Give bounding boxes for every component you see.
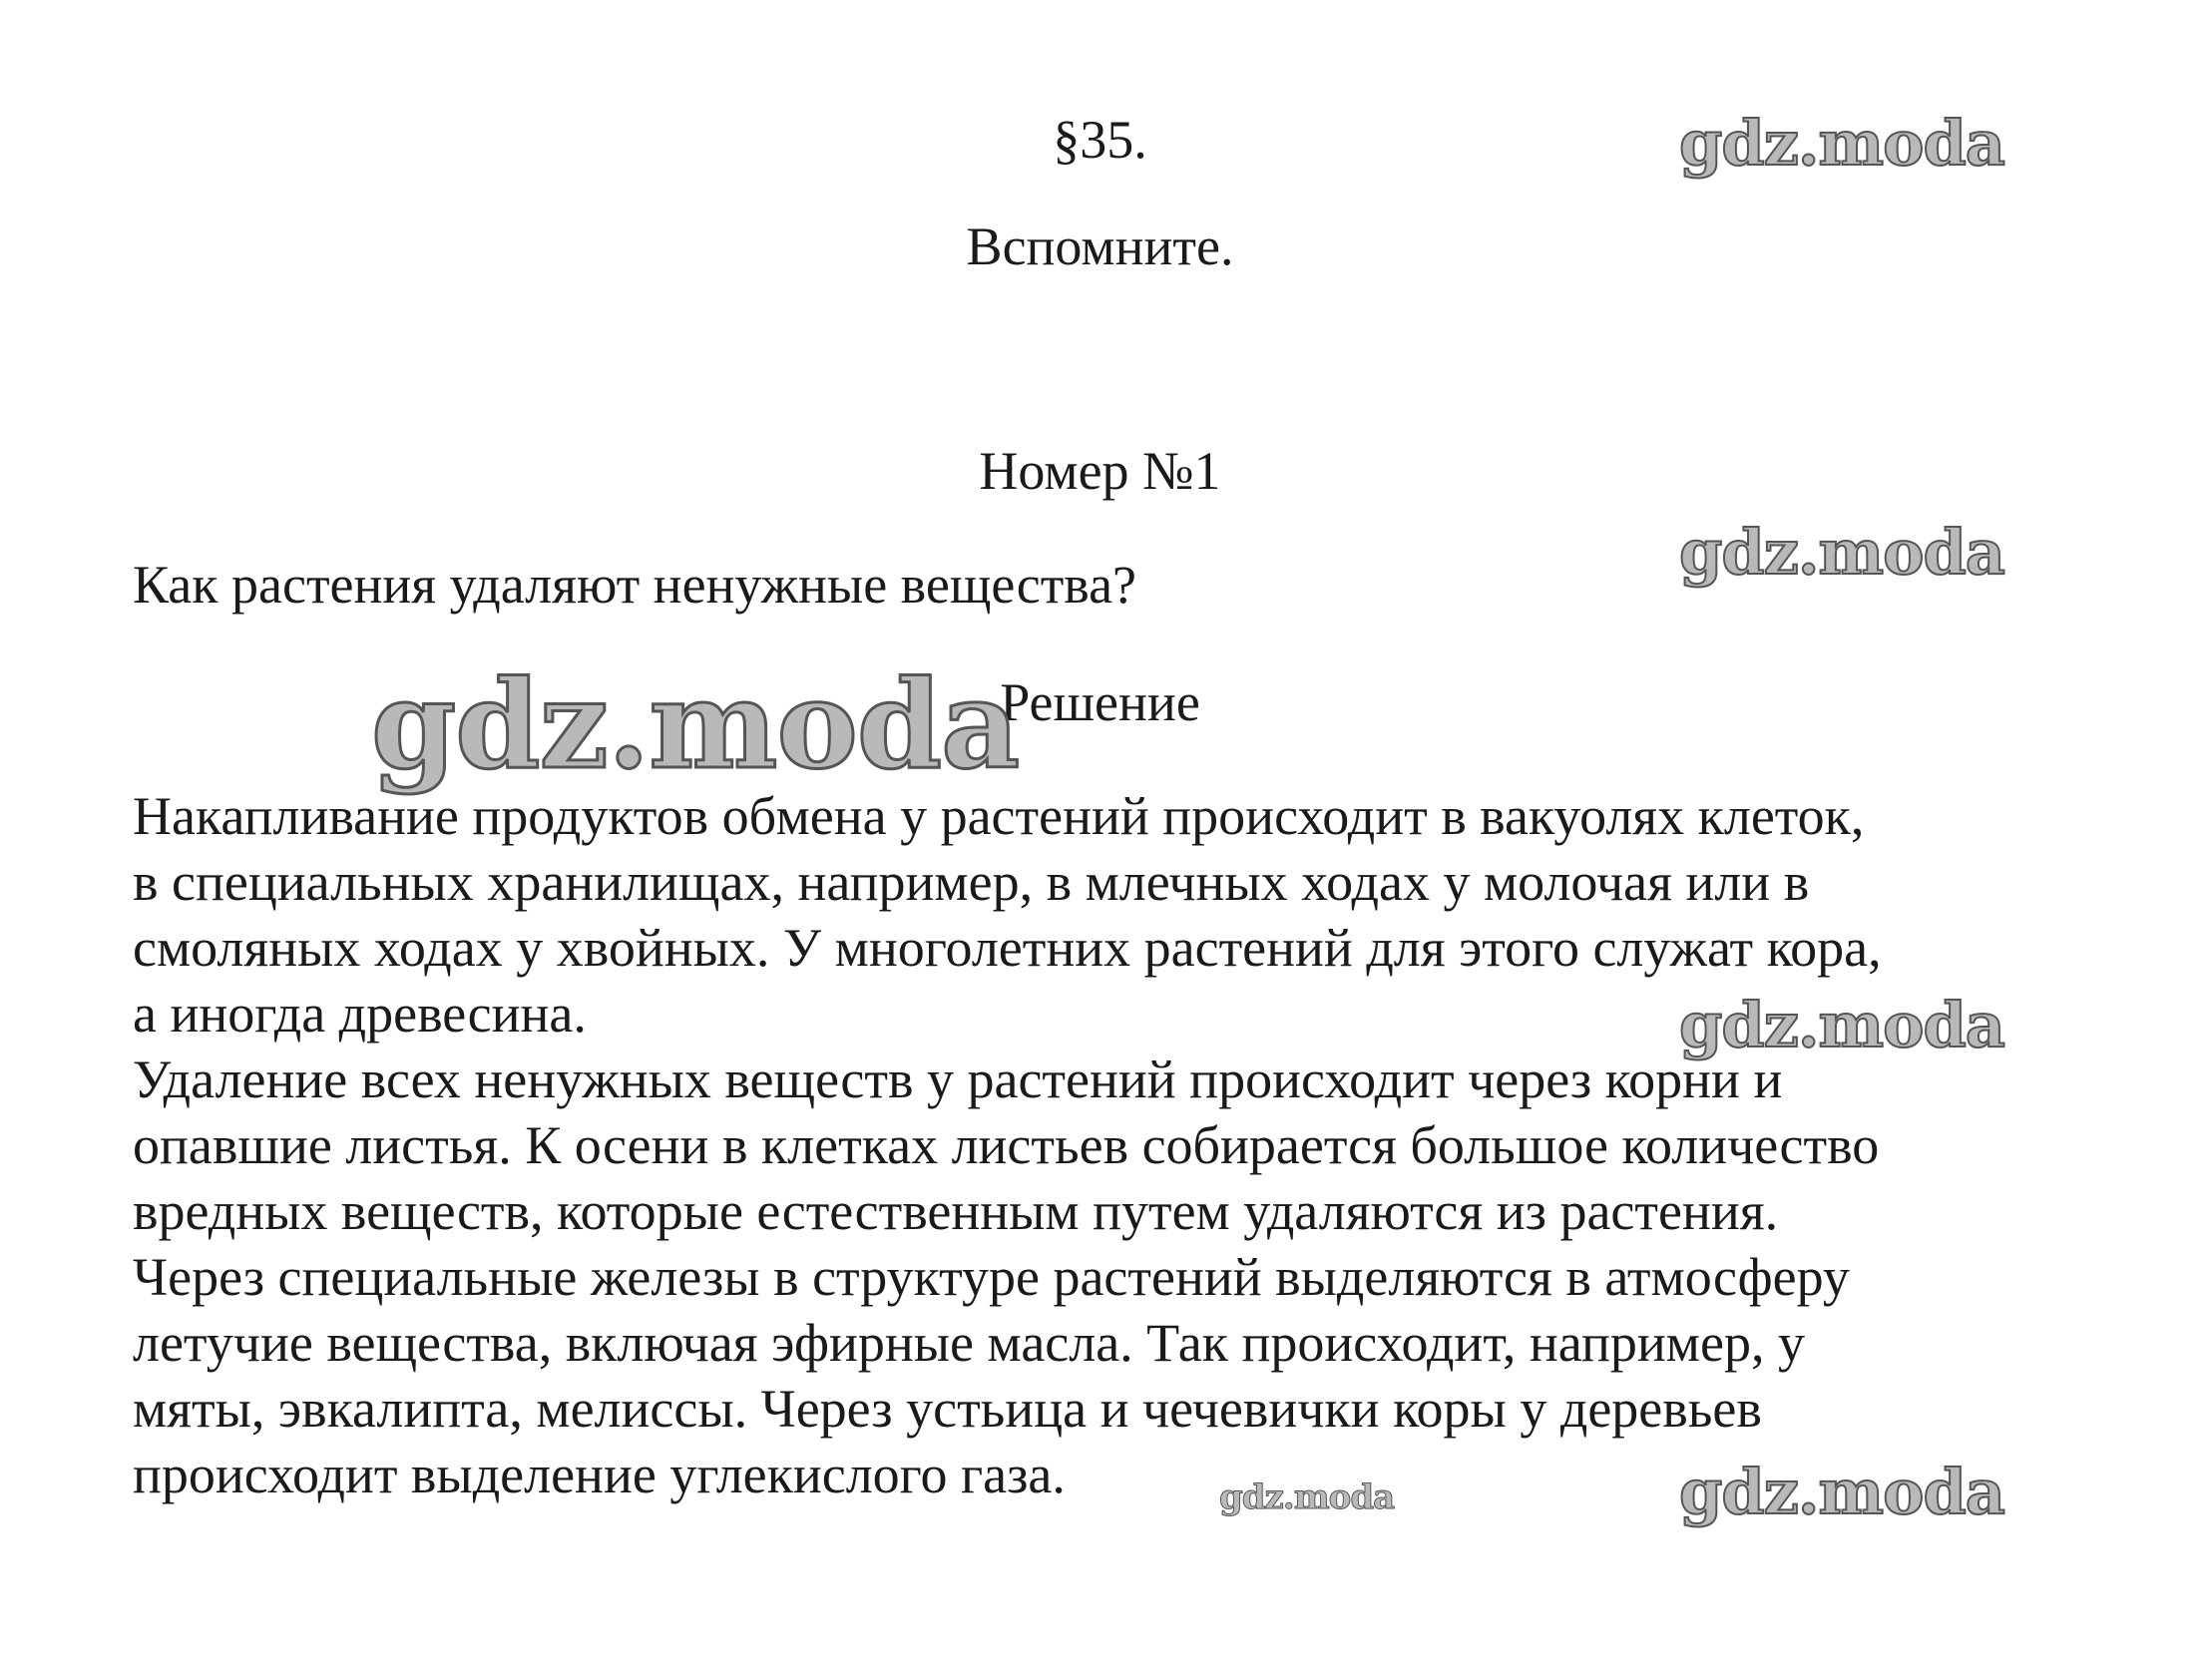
- answer-line: опавшие листья. К осени в клетках листьев собирается большое количество: [133, 1115, 1880, 1175]
- answer-line: вредных веществ, которые естественным путем удаляются из растения.: [133, 1181, 1779, 1241]
- exercise-number: Номер №1: [979, 441, 1221, 501]
- answer-text: [133, 783, 2128, 1507]
- answer-line: происходит выделение углекислого газа.: [133, 1445, 1066, 1504]
- section-number: §35.: [1053, 110, 1147, 170]
- watermark-logo: gdz.moda: [1679, 1456, 2004, 1528]
- answer-line: в специальных хранилищах, например, в млечных ходах у молочая или в: [133, 852, 1810, 912]
- answer-line: летучие вещества, включая эфирные масла. Так происходит, например, у: [133, 1313, 1805, 1373]
- watermark-logo: gdz.moda: [1679, 107, 2004, 180]
- watermark-logo: gdz.moda: [1679, 516, 2004, 589]
- answer-line: а иногда древесина.: [133, 984, 587, 1044]
- answer-line: Накапливание продуктов обмена у растений происходит в вакуолях клеток,: [133, 786, 1865, 846]
- answer-line: Через специальные железы в структуре растений выделяются в атмосферу: [133, 1247, 1850, 1307]
- section-subtitle: Вспомните.: [966, 216, 1234, 276]
- solution-label: Решение: [1000, 672, 1200, 732]
- answer-line: мяты, эвкалипта, мелиссы. Через устьица и чечевички коры у деревьев: [133, 1379, 1762, 1439]
- watermark-logo: gdz.moda: [371, 652, 1020, 796]
- exercise-question: Как растения удаляют ненужные вещества?: [133, 555, 1137, 615]
- answer-line: Удаление всех ненужных веществ у растений происходит через корни и: [133, 1050, 1783, 1109]
- watermark-logo: gdz.moda: [1219, 1477, 1395, 1517]
- watermark-logo: gdz.moda: [1679, 989, 2004, 1061]
- answer-line: смоляных ходах у хвойных. У многолетних растений для этого служат кора,: [133, 918, 1882, 978]
